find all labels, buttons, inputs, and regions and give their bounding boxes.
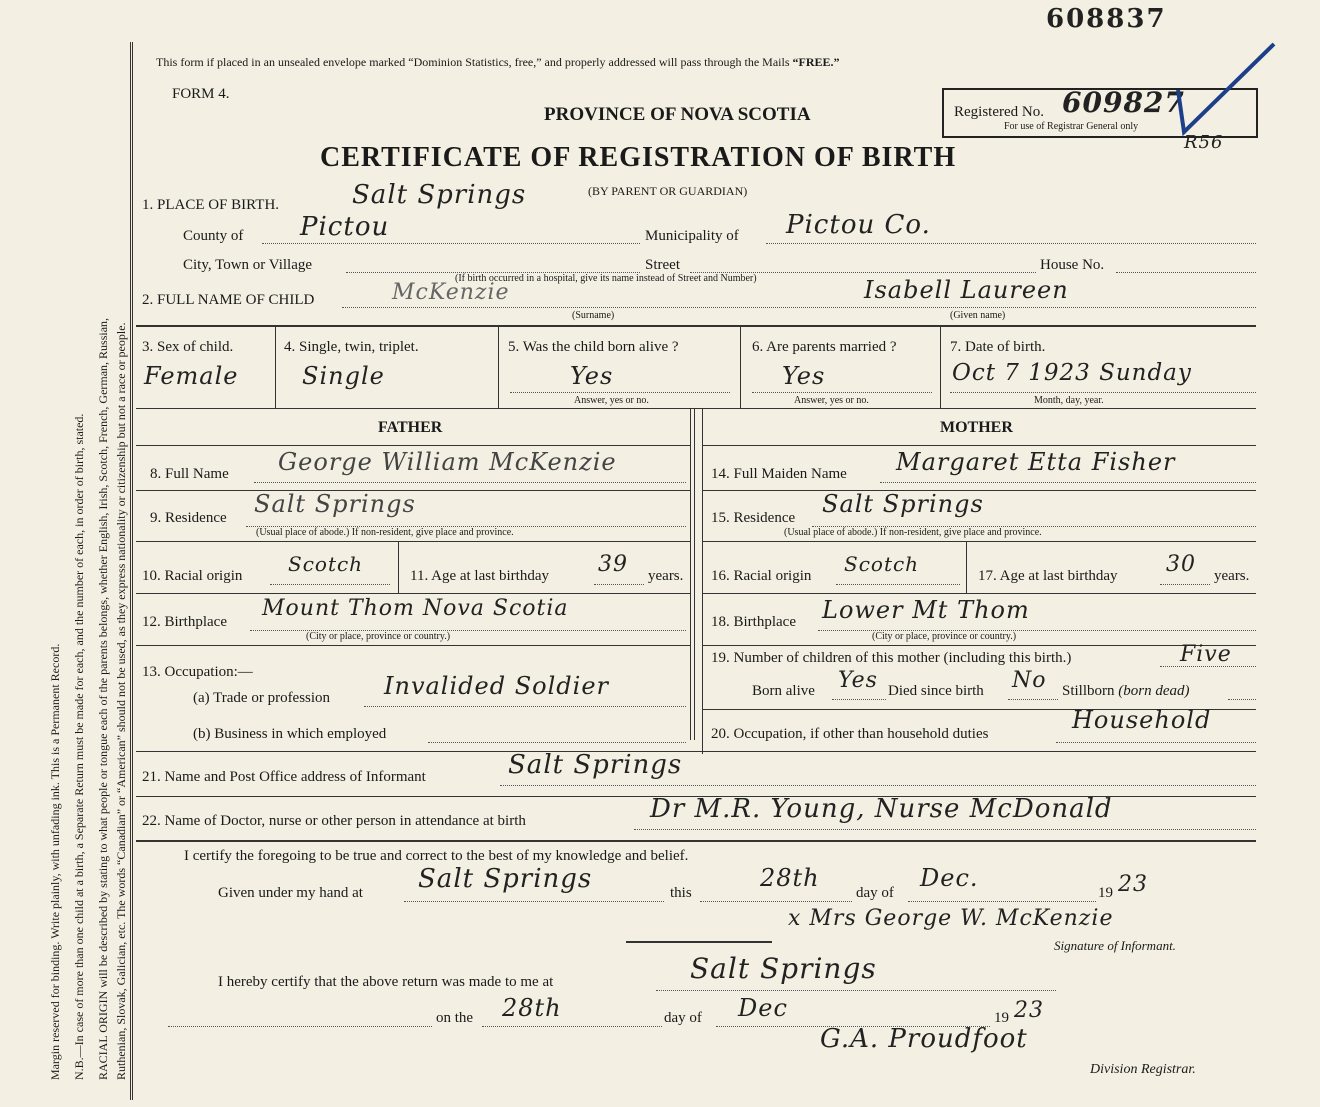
mother-race-value: Scotch <box>844 552 920 576</box>
top-stamp-number: 608837 <box>1046 4 1167 34</box>
margin-note-2: N.B.—In case of more than one child at a birth, a Separate Return must be made for each, and the number of each, in order of birth, stated. <box>72 413 86 1080</box>
surname-caption: (Surname) <box>572 310 615 321</box>
informant-label: 21. Name and Post Office address of Informant <box>142 769 426 785</box>
sex-value: Female <box>144 362 239 390</box>
date-caption: Month, day, year. <box>1034 395 1104 406</box>
father-trade-value: Invalided Soldier <box>384 672 609 700</box>
given-under-hand-label: Given under my hand at <box>218 885 363 901</box>
born-alive-question-label: 5. Was the child born alive ? <box>508 339 679 355</box>
mother-heading: MOTHER <box>940 419 1013 436</box>
child-name-label: 2. FULL NAME OF CHILD <box>142 292 315 308</box>
doctor-label: 22. Name of Doctor, nurse or other person in attendance at birth <box>142 813 526 829</box>
mother-name-label: 14. Full Maiden Name <box>711 466 847 482</box>
father-trade-label: (a) Trade or profession <box>193 690 331 706</box>
registrar-statement: I hereby certify that the above return was made to me at <box>218 974 554 990</box>
child-given-name: Isabell Laureen <box>864 276 1069 304</box>
street-label: Street <box>645 257 680 273</box>
father-residence-label: 9. Residence <box>150 510 227 526</box>
registered-number: 609827 <box>1062 86 1185 119</box>
born-alive-label: Born alive <box>752 683 815 699</box>
mother-children-value: Five <box>1180 642 1232 667</box>
father-business-label: (b) Business in which employed <box>193 726 387 742</box>
date-of-birth-label: 7. Date of birth. <box>950 339 1046 355</box>
mother-residence-value: Salt Springs <box>822 490 984 518</box>
mother-children-label: 19. Number of children of this mother (including this birth.) <box>711 650 1072 666</box>
born-alive-answer: Yes <box>570 362 614 390</box>
this-label: this <box>670 885 692 901</box>
mother-residence-label: 15. Residence <box>711 510 796 526</box>
father-age-label: 11. Age at last birthday <box>410 568 549 584</box>
died-since-birth-label: Died since birth <box>888 683 984 699</box>
mother-occupation-label: 20. Occupation, if other than household duties <box>711 726 989 742</box>
parents-married-answer: Yes <box>782 362 826 390</box>
father-residence-value: Salt Springs <box>254 490 416 518</box>
given-name-caption: (Given name) <box>950 310 1006 321</box>
mother-age-value: 30 <box>1166 552 1196 577</box>
registrar-year-prefix: 19 <box>994 1010 1009 1026</box>
margin-note-1: Margin reserved for binding. Write plainly, with unfading ink. This is a Permanent Record. <box>48 643 62 1080</box>
on-the-label: on the <box>436 1010 474 1026</box>
father-right-border <box>690 408 691 740</box>
given-month-value: Dec. <box>920 864 979 892</box>
born-alive-value: Yes <box>838 668 878 693</box>
father-years-label: years. <box>648 568 684 584</box>
mother-race-label: 16. Racial origin <box>711 568 812 584</box>
mother-years-label: years. <box>1214 568 1250 584</box>
mother-occupation-value: Household <box>1072 706 1212 734</box>
informant-signature-caption: Signature of Informant. <box>1054 938 1176 953</box>
father-race-label: 10. Racial origin <box>142 568 243 584</box>
doctor-value: Dr M.R. Young, Nurse McDonald <box>650 794 1113 824</box>
mother-birthplace-value: Lower Mt Thom <box>822 596 1030 624</box>
checkmark-icon <box>1176 40 1276 140</box>
county-label: County of <box>183 228 244 244</box>
registered-label: Registered No. <box>954 104 1044 120</box>
row3-top-rule <box>136 325 1256 327</box>
municipality-value: Pictou Co. <box>786 210 931 240</box>
certify-statement: I certify the foregoing to be true and correct to the best of my knowledge and belief. <box>184 848 689 864</box>
parents-married-label: 6. Are parents married ? <box>752 339 897 355</box>
mother-birthplace-label: 18. Birthplace <box>711 614 796 630</box>
sex-label: 3. Sex of child. <box>142 339 234 355</box>
county-value: Pictou <box>300 212 390 242</box>
day-of-label: day of <box>856 885 894 901</box>
registrar-signature: G.A. Proudfoot <box>820 1024 1028 1054</box>
registrar-day-of-label: day of <box>664 1010 702 1026</box>
stillborn-label: Stillborn (born dead) <box>1062 683 1190 699</box>
year-prefix: 19 <box>1098 885 1113 901</box>
registrar-signature-caption: Division Registrar. <box>1090 1062 1196 1077</box>
row3-bottom-rule <box>136 408 1256 409</box>
father-age-value: 39 <box>598 552 628 577</box>
registrar-month-value: Dec <box>738 994 788 1022</box>
father-race-value: Scotch <box>288 552 364 576</box>
plurality-value: Single <box>302 362 385 390</box>
house-no-label: House No. <box>1040 257 1105 273</box>
father-name-label: 8. Full Name <box>150 466 229 482</box>
certificate-subtitle: (BY PARENT OR GUARDIAN) <box>588 184 748 198</box>
father-occupation-label: 13. Occupation:— <box>142 664 253 680</box>
mother-age-label: 17. Age at last birthday <box>978 568 1118 584</box>
given-place-value: Salt Springs <box>418 864 593 894</box>
margin-note-3: RACIAL ORIGIN will be described by stating to what people or tongue each of the parents belongs, whether English, Irish, Scotch, French, German, Russian, <box>96 317 110 1080</box>
given-year-value: 23 <box>1118 872 1148 897</box>
mother-left-border <box>702 408 703 754</box>
given-day-value: 28th <box>760 864 820 892</box>
province-heading: PROVINCE OF NOVA SCOTIA <box>544 104 811 125</box>
date-of-birth-value: Oct 7 1923 Sunday <box>952 360 1192 386</box>
registrar-day-value: 28th <box>502 994 562 1022</box>
informant-value: Salt Springs <box>508 750 683 780</box>
corner-mark: R56 <box>1184 132 1224 153</box>
municipality-label: Municipality of <box>645 228 739 244</box>
died-since-birth-value: No <box>1012 668 1047 693</box>
mother-residence-caption: (Usual place of abode.) If non-resident, give place and province. <box>784 527 1042 538</box>
margin-note-4: Ruthenian, Slovak, Galician, etc. The words “Canadian” or “American” should not be used, as they express nationality or citizenship but not a race or people. <box>114 322 128 1080</box>
father-name-value: George William McKenzie <box>278 448 617 476</box>
binding-margin-line <box>130 42 133 1100</box>
plurality-label: 4. Single, twin, triplet. <box>284 339 419 355</box>
father-birthplace-caption: (City or place, province or country.) <box>306 631 451 642</box>
mail-notice: This form if placed in an unsealed envelope marked “Dominion Statistics, free,” and properly addressed will pass through the Mails “FREE.” <box>156 55 840 69</box>
certificate-title: CERTIFICATE OF REGISTRATION OF BIRTH <box>320 142 957 173</box>
informant-signature: x Mrs George W. McKenzie <box>788 906 1114 931</box>
father-residence-caption: (Usual place of abode.) If non-resident, give place and province. <box>256 527 514 538</box>
registrar-note: For use of Registrar General only <box>1004 121 1139 132</box>
hospital-note: (If birth occurred in a hospital, give its name instead of Street and Number) <box>455 273 757 284</box>
place-of-birth-value: Salt Springs <box>352 180 527 210</box>
child-surname: McKenzie <box>392 280 510 305</box>
married-answer-caption: Answer, yes or no. <box>794 395 869 406</box>
mother-birthplace-caption: (City or place, province or country.) <box>872 631 1017 642</box>
mother-name-value: Margaret Etta Fisher <box>896 448 1176 476</box>
registrar-place-value: Salt Springs <box>690 952 877 985</box>
city-label: City, Town or Village <box>183 257 313 273</box>
registrar-year-value: 23 <box>1014 998 1044 1023</box>
alive-answer-caption: Answer, yes or no. <box>574 395 649 406</box>
place-of-birth-label: 1. PLACE OF BIRTH. <box>142 197 280 213</box>
form-number: FORM 4. <box>172 86 230 102</box>
father-birthplace-label: 12. Birthplace <box>142 614 227 630</box>
father-birthplace-value: Mount Thom Nova Scotia <box>262 596 569 621</box>
father-heading: FATHER <box>378 419 443 436</box>
